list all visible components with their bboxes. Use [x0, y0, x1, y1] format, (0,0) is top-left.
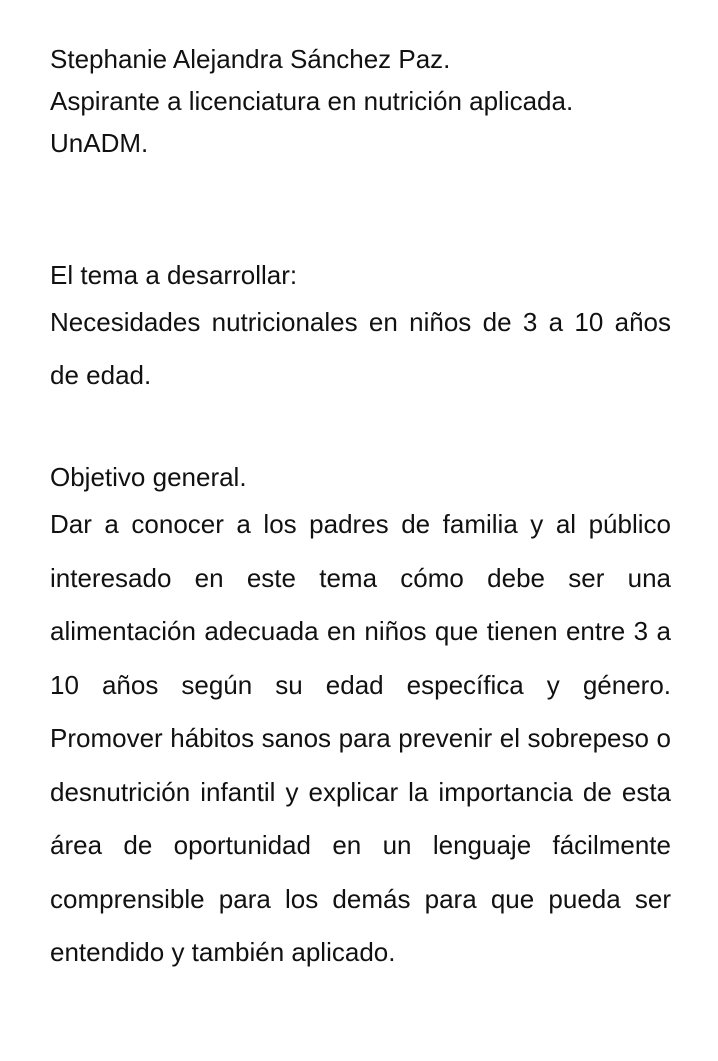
author-name: Stephanie Alejandra Sánchez Paz. [50, 44, 451, 74]
spacer [50, 164, 671, 254]
objective-text: Dar a conocer a los padres de familia y al público interesado en este tema cómo debe ser una alimentación adecuada en niños que tienen entre 3 a 10 años según su edad específica y género. Promover hábitos sanos para prevenir el sobrepeso o desnutrición infantil y explicar la importancia de esta área de oportunidad en un lenguaje fácilmente comprensible para los demás para que pueda ser entendido y también aplicado. [50, 509, 671, 967]
topic-text: Necesidades nutricionales en niños de 3 a 10 años de edad. [50, 307, 671, 390]
institution-line: UnADM. [50, 128, 149, 158]
objective-label: Objetivo general. [50, 462, 247, 492]
document-page [50, 38, 671, 980]
spacer [50, 402, 671, 456]
topic-label: El tema a desarrollar: [50, 260, 298, 290]
program-line: Aspirante a licenciatura en nutrición aplicada. [50, 86, 574, 116]
